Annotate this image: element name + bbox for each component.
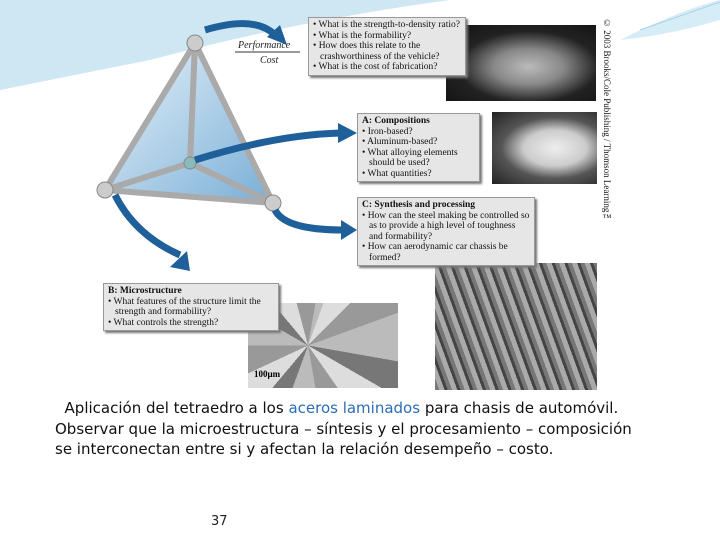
scale-bar-label: 100μm (254, 369, 281, 379)
compositions-box: A: Compositions • Iron-based? • Aluminum-based? • What alloying elements should be used? • What quantities? (357, 113, 480, 182)
performance-questions-box: • What is the strength-to-density ratio? • What is the formability? • How does this relate to the crashworthiness of the vehicle? • What is the cost of fabrication? (308, 17, 466, 76)
synthesis-box: C: Synthesis and processing • How can the steel making be controlled so as to provide a high level of toughness and formability? • How can aerodynamic car chassis be formed? (357, 197, 535, 266)
copyright-credit: © 2003 Brooks/Cole Publishing / Thomson Learning™ (602, 18, 612, 223)
cost-label: Cost (260, 55, 279, 66)
car-photo (446, 25, 596, 101)
factory-photo (435, 263, 597, 390)
figure (95, 15, 600, 390)
page-number: 37 (211, 514, 228, 529)
steel-coil-photo (492, 112, 597, 184)
performance-label: Performance (238, 40, 291, 51)
caption: Aplicación del tetraedro a los aceros laminados para chasis de automóvil. Observar que la microestructura – síntesis y el procesamiento – composición se interconectan entre si y afectan la relación desempeño – costo. (55, 399, 632, 458)
microstructure-box: B: Microstructure • What features of the structure limit the strength and formability? • What controls the strength? (103, 283, 279, 331)
highlight-term: aceros laminados (288, 399, 421, 417)
